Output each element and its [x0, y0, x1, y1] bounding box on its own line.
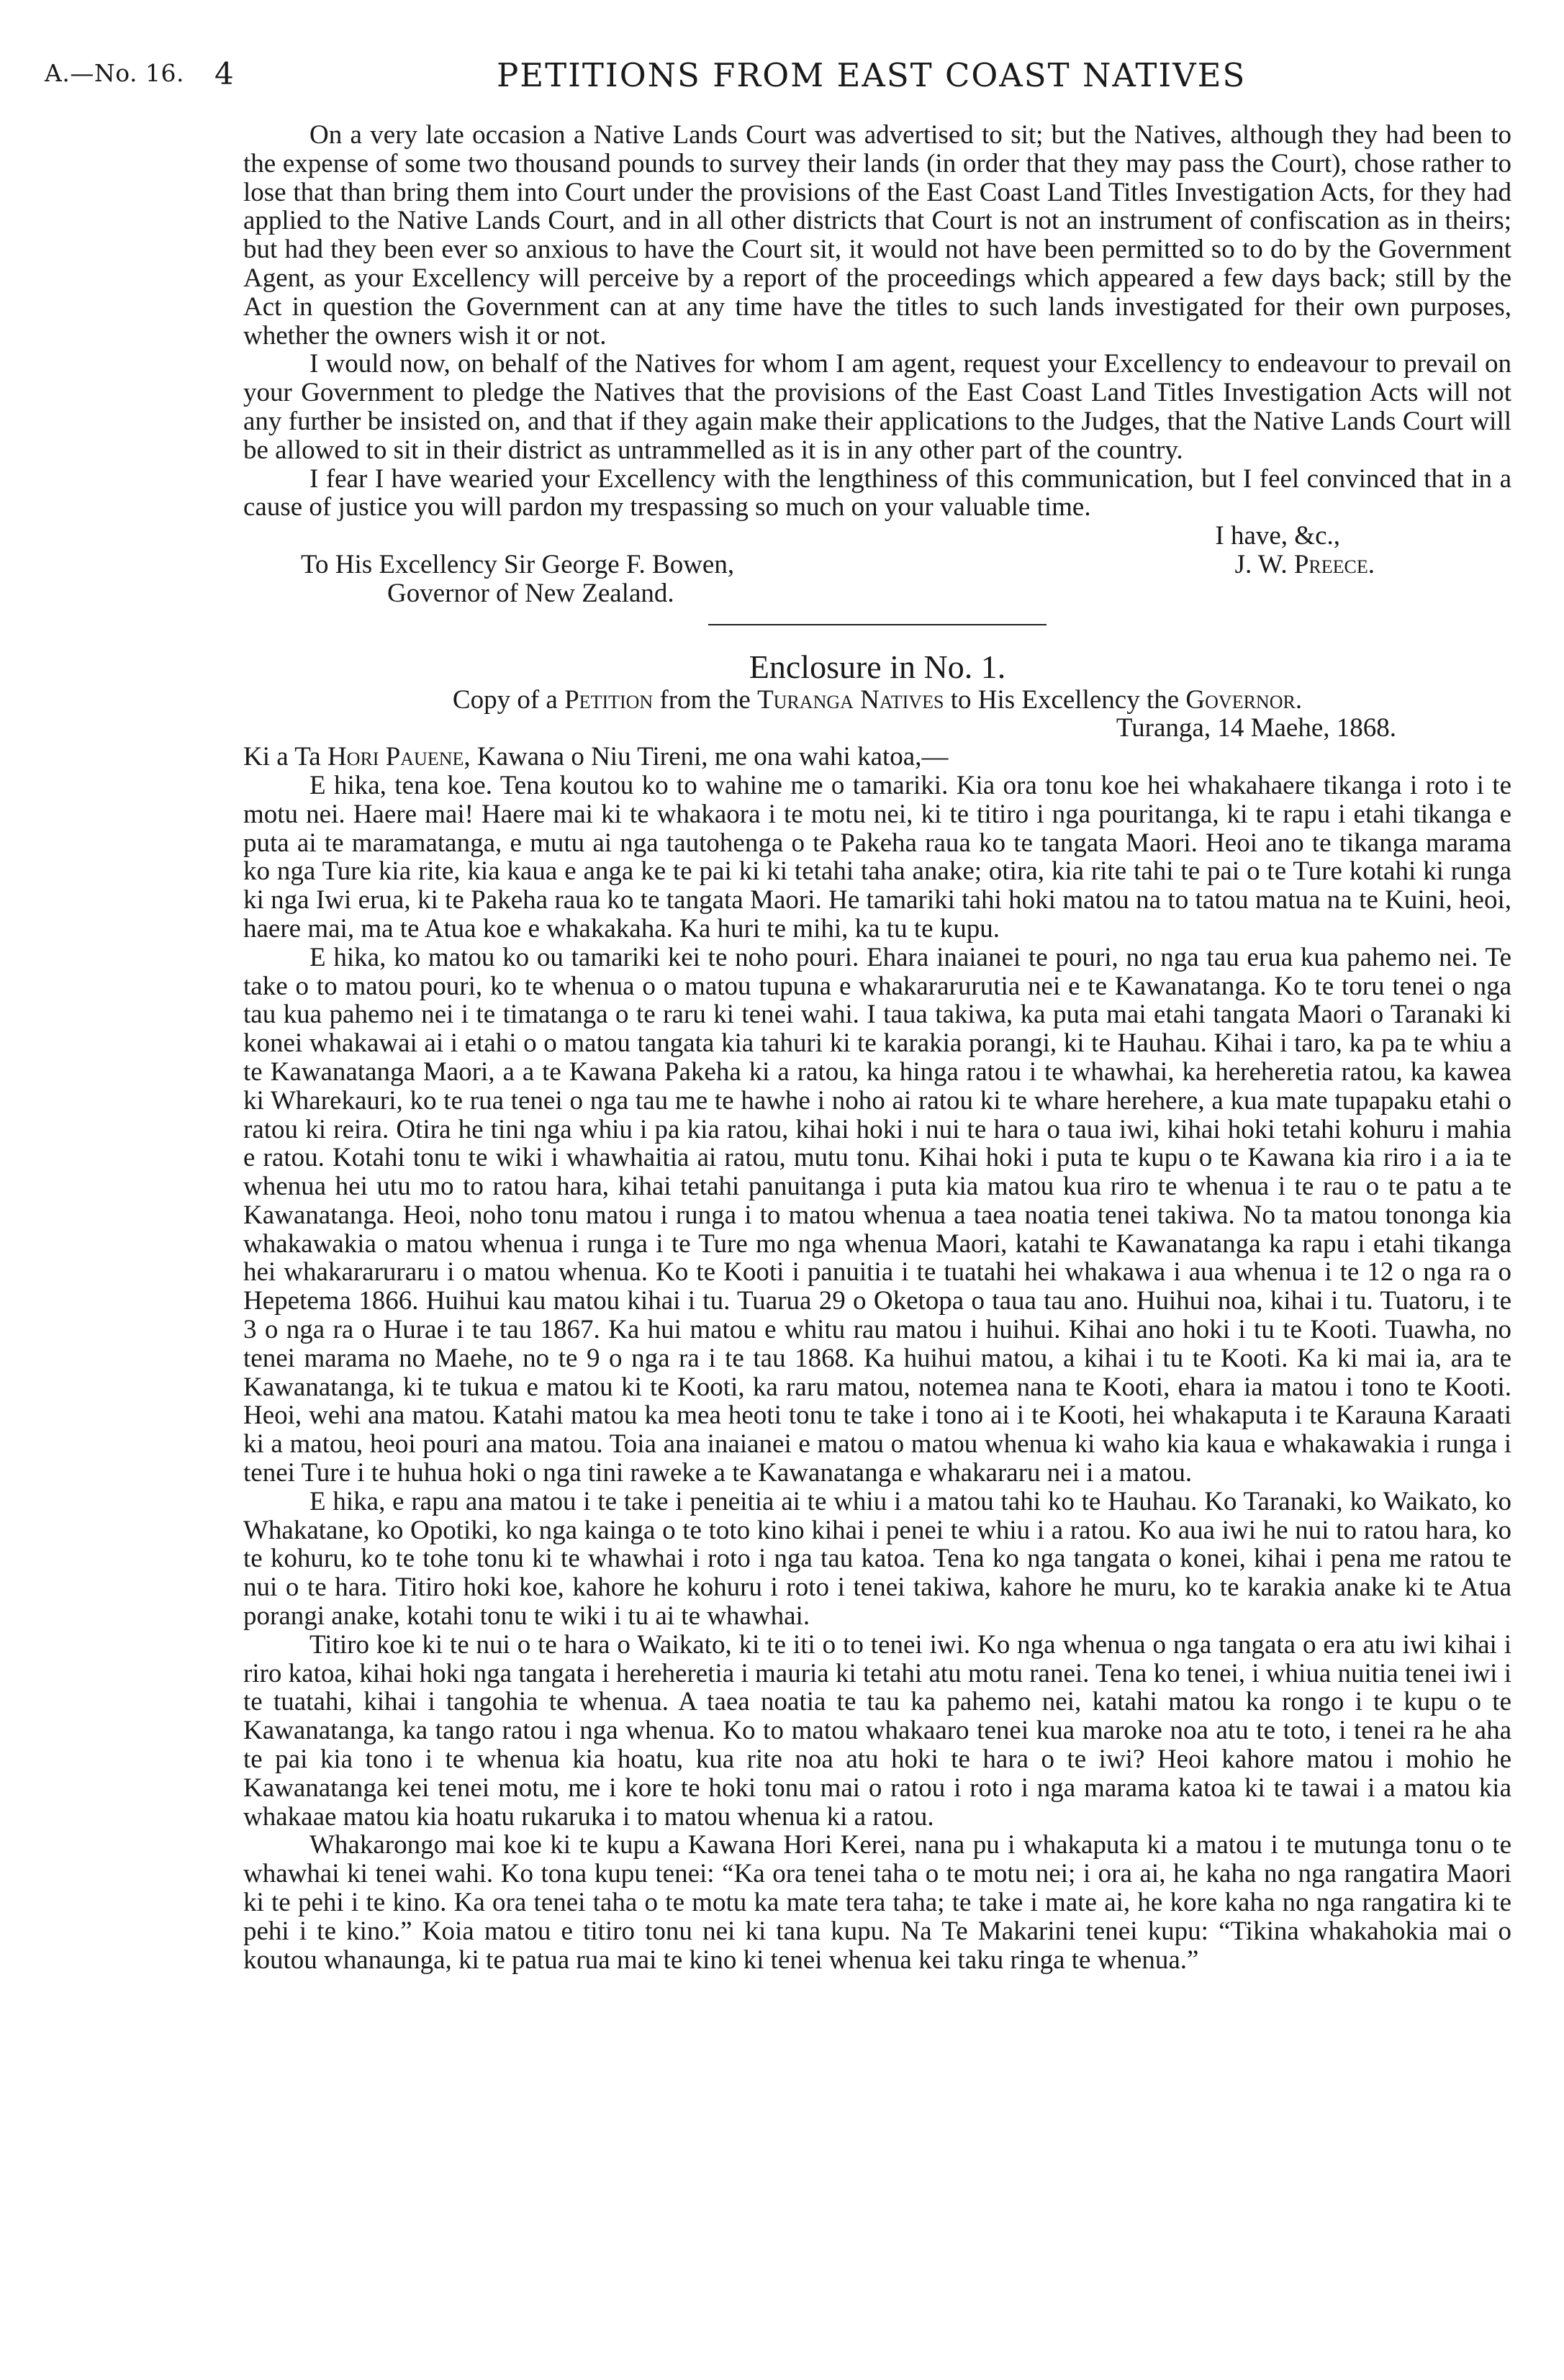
signature-row: [243, 551, 1511, 579]
petition-paragraph-3: E hika, e rapu ana matou i te take i peneitia ai te whiu i a matou tahi ko te Hauhau. Ko Taranaki, ko Waikato, ko Whakatane, ko Opotiki, ko nga kainga o te toto kino kihai i penei te whiu i a ratou. Ko aua iwi he nui to ratou hara, ko te kohuru, ko te tohe tonu ki te whawhai i roto i nga tau katoa. Tena ko nga tangata o konei, kihai i pena me ratou te nui o te hara. Titiro hoki koe, kahore he kohuru i roto i tenei takiwa, kahore he muru, ko te karakia anake ki te Atua porangi anake, kotahi tonu te wiki i tu ai te whawhai.: [243, 1486, 1511, 1632]
letter-paragraph-1: On a very late occasion a Native Lands Court was advertised to sit; but the Natives, although they had been to the expense of some two thousand pounds to survey their lands (in order that they may pass the Court), chose rather to lose that than bring them into Court under the provisions of the East Coast Land Titles Investigation Acts, for they had applied to the Native Lands Court, and in all other districts that Court is not an instrument of confiscation as in theirs; but had they been ever so anxious to have the Court sit, it would not have been permitted so to do by the Government Agent, as your Excellency will perceive by a report of the proceedings which appeared a few days back; still by the Act in question the Government can at any time have the titles to such lands investigated for their own purposes, whether the owners wish it or not.: [243, 120, 1511, 350]
petition-paragraph-5: Whakarongo mai koe ki te kupu a Kawana Hori Kerei, nana pu i whakaputa ki a matou i te mutunga tonu o te whawhai ki tenei wahi. Ko tona kupu tenei: “Ka ora tenei taha o te motu nei; i ora ai, he kaha no nga rangatira Maori ki te pehi i te kino. Ka ora tenei taha o te motu ka mate tera taha; te take i mate ai, he kore kaha no nga rangatira ki te pehi i te kino.” Koia matou e titiro tonu nei ki tana kupu. Na Te Makarini tenei kupu: “Tikina whakahokia mai o koutou whanaunga, ki te patua rua mai te kino ki tenei whenua kei taku ringa te whenua.”: [243, 1830, 1511, 1975]
petition-paragraph-4: Titiro koe ki te nui o te hara o Waikato, ki te iti o to tenei iwi. Ko nga whenua o nga tangata o era atu iwi kihai i riro katoa, kihai hoki nga tangata i hereheretia i mauria ki tetahi atu motu ranei. Tena ko tenei, i whiua nuitia tenei iwi i te tuatahi, kihai i tangohia te whenua. A taea noatia te tau ka pahemo nei, katahi matou ka rongo i te kupu o te Kawanatanga, ka tango ratou i nga whenua. Ko to matou whakaaro tenei kua maroke noa atu te toto, i tenei ra he aha te pai kia tono i te whenua kia hoatu, kua rite noa atu hoki te hara o te iwi? Heoi kahore matou i mohio he Kawanatanga kei tenei motu, me i kore te hoki tonu mai o ratou i roto i nga marama katoa ki te tawai i a matou kia whakaae matou kia hoatu rukaruka i to matou whenua ki a ratou.: [243, 1629, 1511, 1832]
page-title: PETITIONS FROM EAST COAST NATIVES: [497, 56, 1247, 94]
document-body: [243, 121, 1511, 1974]
page-number: 4: [214, 56, 234, 91]
letter-closing: I have, &c.,: [1215, 521, 1340, 551]
letter-addressee: To His Excellency Sir George F. Bowen,: [301, 549, 735, 579]
parliamentary-reference: A.—No. 16.: [45, 59, 184, 87]
petition-paragraph-1: E hika, tena koe. Tena koutou ko to wahine me o tamariki. Kia ora tonu koe hei whakahaere tikanga i roto i te motu nei. Haere mai! Haere mai ki te whakaora i te motu nei, ki te titiro i nga pouritanga, ki te rapu i etahi tikanga e puta ai te maramatanga, e mutu ai nga tautohenga o te Pakeha raua ko te tangata Maori. Heoi ano te tikanga marama ko nga Ture kia rite, kia kaua e anga ke te pai ki ki tetahi taha anake; otira, kia rite tahi te pai o te Ture kotahi ki runga ki nga Iwi erua, ki te Pakeha raua ko te tangata Maori. He tamariki tahi hoki matou na to tatou matua na te Kuini, heoi, haere mai, ma te Atua koe e whakakaha. Ka huri te mihi, ka tu te kupu.: [243, 770, 1511, 944]
copy-governor: Governor.: [1185, 684, 1303, 715]
section-divider: [708, 624, 1047, 625]
place-date: Turanga, 14 Maehe, 1868.: [1116, 713, 1396, 743]
copy-prefix: Copy of a: [452, 684, 558, 715]
enclosure-heading: Enclosure in No. 1.: [749, 648, 1006, 685]
salutation-prefix: Ki a Ta: [243, 742, 321, 772]
letter-paragraph-3: I fear I have wearied your Excellency with the lengthiness of this communication, but I feel convinced that in a cause of justice you will pardon my trespassing so much on your valuable time.: [243, 463, 1511, 522]
enclosure-description: [243, 686, 1511, 715]
copy-to: to His Excellency the: [950, 684, 1180, 715]
copy-from: from the: [659, 684, 751, 715]
petition-salutation: [243, 743, 1511, 772]
letter-signature: J. W. Preece.: [1234, 549, 1375, 579]
salutation-rest: , Kawana o Niu Tireni, me ona wahi katoa,—: [464, 742, 949, 772]
petition-paragraph-2: E hika, ko matou ko ou tamariki kei te noho pouri. Ehara inaianei te pouri, no nga tau erua kua pahemo nei. Te take o to matou pouri, ko te whenua o o matou tupuna e whakararurutia nei e te Kawanatanga. Ko te toru tenei o nga tau kua pahemo nei i te timatanga o te raru ki tenei wahi. I taua takiwa, ka puta mai etahi tangata Maori o Taranaki ki konei whakawai ai i etahi o o matou tangata kia tahuri ki te karakia porangi, ki te Hauhau. Kihai i taro, ka pa te whiu a te Kawanatanga Maori, a a te Kawana Pakeha ki a ratou, ka hinga ratou i te whawhai, ka hereheretia ratou, ka kawea ki Wharekauri, ko te rua tenei o nga tau me te hawhe i noho ai ratou ki te whare herehere, a kua mate tupapaku etahi o ratou ki reira. Otira he tini nga whiu i pa kia ratou, kihai hoki i nui te hara o taua iwi, kihai hoki tetahi kohuru i mahia e ratou. Kotahi tonu te wiki i whawhaitia ai ratou, mutu tonu. Kihai hoki i puta te kupu o te Kawana kia riro i a ia te whenua hei utu mo to ratou hara, kihai tetahi panuitanga i puta kia matou kua riro te whenua i te rau o te patu a te Kawanatanga. Heoi, noho tonu matou i runga i to matou whenua a taea noatia tenei takiwa. No ta matou tononga kia whakawakia o matou whenua i runga i te Ture mo nga whenua Maori, katahi te Kawanatanga ka rapu i etahi tikanga hei whakararuraru i o matou whenua. Ko te Kooti i panuitia i te tuatahi hei whakawa i aua whenua i te 12 o nga ra o Hepetema 1866. Huihui kau matou kihai i tu. Tuarua 29 o Oketopa o taua tau ano. Huihui noa, kihai i tu. Tuatoru, i te 3 o nga ra o Hurae i te tau 1867. Ka hui matou e whitu rau matou i huihui. Kihai ano hoki i tu te Kooti. Tuawha, no tenei marama no Maehe, no te 9 o nga ra i te tau 1868. Ka huihui matou, a kihai i tu te Kooti. Ka ki mai ia, ara te Kawanatanga, ki te tukua e matou ki te Kooti, ka raru matou, notemea nana te Kooti, ehara ia matou i tono te Kooti. Heoi, wehi ana matou. Katahi matou ka mea heoti tonu te take i tono ai i te Kooti, hei whakaputa i te Karauna Karaati ki a matou, heoi pouri ana matou. Toia ana inaianei e matou o matou whenua ki waho kia kaua e whakawakia i runga i tenei Ture i te huhua hoki o nga tini raweke a te Kawanatanga e whakararu nei i a matou.: [243, 942, 1511, 1488]
copy-petition: Petition: [564, 684, 654, 715]
addressee-title: Governor of New Zealand.: [387, 578, 674, 608]
salutation-name: Hori Pauene: [327, 742, 464, 772]
copy-turanga-natives: Turanga Natives: [757, 684, 944, 715]
letter-paragraph-2: I would now, on behalf of the Natives for whom I am agent, request your Excellency to endeavour to prevail on your Government to pledge the Natives that the provisions of the East Coast Land Titles Investigation Acts will not any further be insisted on, and that if they again make their applications to the Judges, that the Native Lands Court will be allowed to sit in their district as untrammelled as it is in any other part of the country.: [243, 349, 1511, 465]
